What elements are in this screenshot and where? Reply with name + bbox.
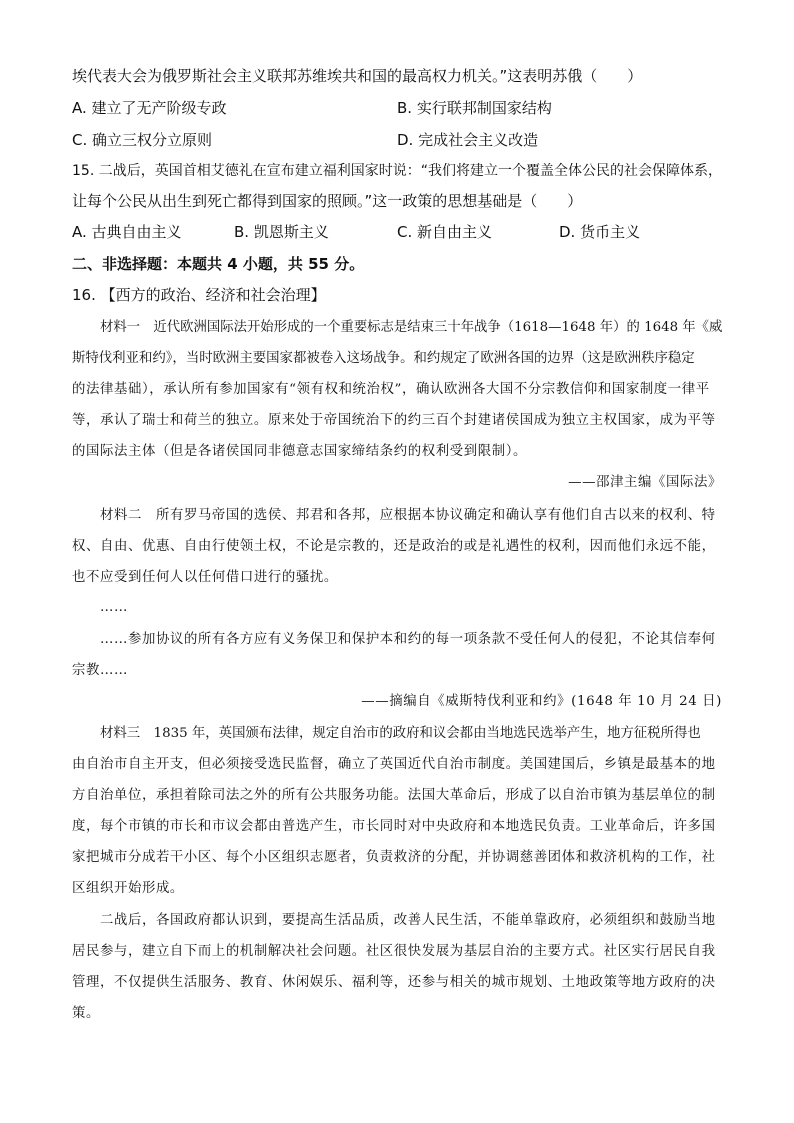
material3-line6: 区组织开始形成。: [72, 881, 184, 896]
q14-option-a: A. 建立了无产阶级专政: [72, 99, 227, 117]
q14-option-c: C. 确立三权分立原则: [72, 131, 213, 149]
q15-option-a: A. 古典自由主义: [72, 223, 182, 241]
material3-line4: 度，每个市镇的市长和市议会都由普选产生，市长同时对中央政府和本地选民负责。工业革命后，许多国: [72, 819, 716, 834]
material1-source: ——邵津主编《国际法》: [568, 475, 722, 490]
material3-line1: 材料三 1835 年，英国颁布法律，规定自治市的政府和议会都由当地选民选举产生，地方征税所得也: [100, 726, 701, 741]
material3-p2-line3: 管理，不仅提供生活服务、教育、休闲娱乐、福利等，还参与相关的城市规划、土地政策等地方政府的决: [72, 975, 716, 990]
material2-line4: ……参加协议的所有各方应有义务保卫和保护本和约的每一项条款不受任何人的侵犯，不论其信奉何: [100, 632, 716, 647]
q15-option-b: B. 凯恩斯主义: [234, 223, 329, 241]
q14-option-d: D. 完成社会主义改造: [397, 131, 539, 149]
material1-line1: 材料一 近代欧洲国际法开始形成的一个重要标志是结束三十年战争（1618—1648 年）的 1648 年《威: [100, 320, 723, 335]
q15-stem-line2: 让每个公民从出生到死亡都得到国家的照顾。”这一政策的思想基础是（ ）: [72, 192, 583, 210]
material3-p2-line4: 策。: [72, 1006, 100, 1021]
material1-line4: 等，承认了瑞士和荷兰的独立。原来处于帝国统治下的约三百个封建诸侯国成为独立主权国家，成为平等: [72, 413, 716, 428]
q14-stem: 埃代表大会为俄罗斯社会主义联邦苏维埃共和国的最高权力机关。”这表明苏俄（ ）: [72, 67, 643, 85]
section-heading: 二、非选择题：本题共 4 小题，共 55 分。: [72, 255, 365, 273]
material2-line2: 权、自由、优惠、自由行使领土权，不论是宗教的，还是政治的或是礼遇性的权利，因而他们永远不能，: [72, 539, 716, 554]
material2-source: ——摘编自《威斯特伐利亚和约》(1648 年 10 月 24 日): [361, 694, 722, 709]
material3-p2-line1: 二战后，各国政府都认识到，要提高生活品质，改善人民生活，不能单靠政府，必须组织和鼓励当地: [100, 913, 716, 928]
material2-ellipsis: ……: [100, 600, 128, 615]
q16-title: 16. 【西方的政治、经济和社会治理】: [72, 286, 326, 304]
material3-p2-line2: 居民参与，建立自下而上的机制解决社会问题。社区很快发展为基层自治的主要方式。社区实行居民自我: [72, 944, 716, 959]
q15-option-d: D. 货币主义: [559, 223, 641, 241]
q15-stem-line1: 15. 二战后，英国首相艾德礼在宣布建立福利国家时说：“我们将建立一个覆盖全体公民的社会保障体系，: [72, 163, 722, 179]
material1-line5: 的国际法主体（但是各诸侯国同非德意志国家缔结条约的权利受到限制）。: [72, 444, 527, 459]
material2-line1: 材料二 所有罗马帝国的选侯、邦君和各邦，应根据本协议确定和确认享有他们自古以来的权利、特: [100, 508, 716, 523]
material1-line2: 斯特伐利亚和约》，当时欧洲主要国家都被卷入这场战争。和约规定了欧洲各国的边界（这是欧洲秩序稳定: [72, 351, 695, 366]
q14-option-b: B. 实行联邦制国家结构: [397, 99, 552, 117]
material2-line3: 也不应受到任何人以任何借口进行的骚扰。: [72, 570, 338, 585]
material3-line3: 方自治单位，承担着除司法之外的所有公共服务功能。法国大革命后，形成了以自治市镇为基层单位的制: [72, 788, 716, 803]
material1-line3: 的法律基础），承认所有参加国家有“领有权和统治权”，确认欧洲各大国不分宗教信仰和国家制度一律平: [72, 382, 710, 397]
material3-line5: 家把城市分成若干小区、每个小区组织志愿者，负责救济的分配，并协调慈善团体和救济机构的工作，社: [72, 850, 716, 865]
material2-line5: 宗教……: [72, 663, 128, 678]
q15-option-c: C. 新自由主义: [397, 223, 493, 241]
material3-line2: 由自治市自主开支，但必须接受选民监督，确立了英国近代自治市制度。美国建国后，乡镇是最基本的地: [72, 757, 716, 772]
